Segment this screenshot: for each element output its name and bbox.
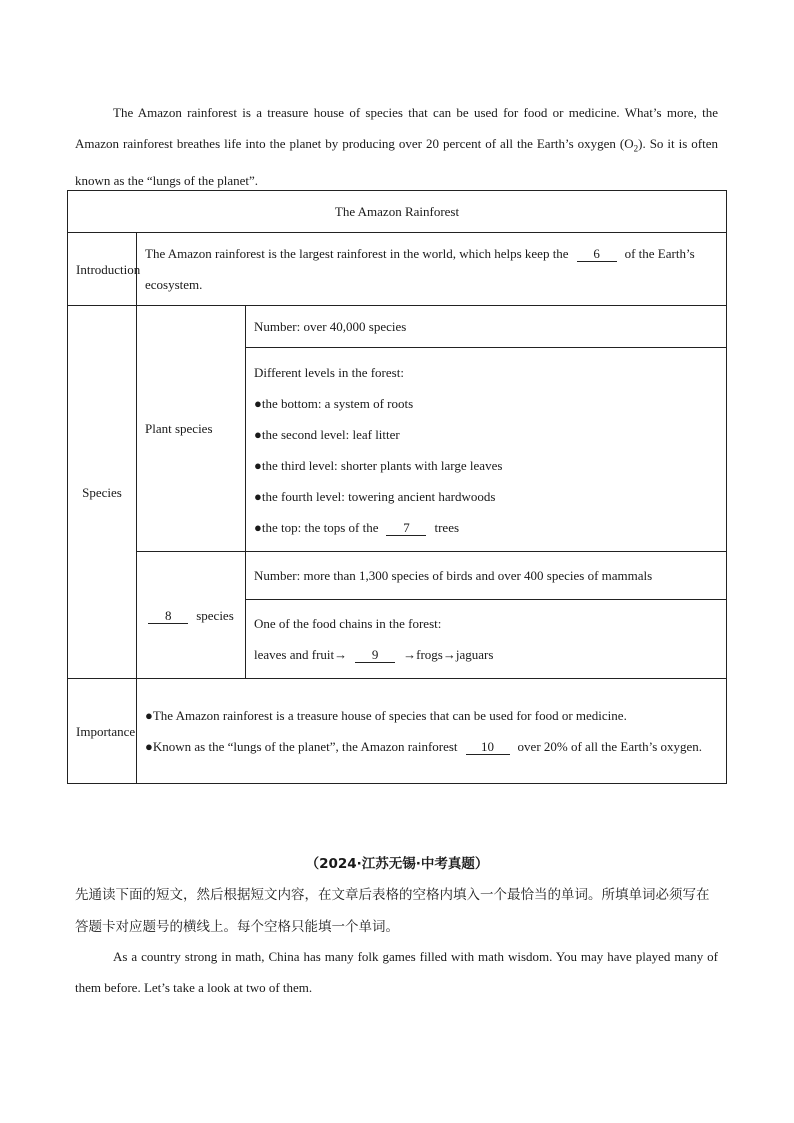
blank-8: 8 [148,609,188,624]
levels-heading: Different levels in the forest: [254,364,404,380]
chain-text-b: →frogs→jaguars [403,647,494,662]
introduction-cell [137,233,727,306]
instructions-paragraph: 先通读下面的短文，然后根据短文内容，在文章后表格的空格内填入一个最恰当的单词。所填单词必须写在答题卡对应题号的横线上。每个空格只能填一个单词。 [75,887,710,935]
importance-line-1: ●The Amazon rainforest is a treasure house of species that can be used for food or medicine. [145,708,627,723]
intro-text-a: The Amazon rainforest is a treasure house of species that can be used for food or medicine. What’s more, the Amazon rainforest breathes life into the planet by producing over 20 percent of all the Earth’s oxygen (O [75,105,718,151]
blank-9: 9 [355,648,395,663]
table-title: The Amazon Rainforest [68,191,727,233]
amazon-table [67,190,727,784]
level-item: ●the bottom: a system of roots [254,395,414,411]
chain-heading: One of the food chains in the forest: [254,616,442,631]
oxygen-subscript: 2 [633,143,639,154]
animal-species-label-cell [137,552,246,679]
plant-number: Number: over 40,000 species [246,306,727,348]
introduction-label: Introduction [68,233,137,306]
level-item-top [254,512,718,543]
importance-label: Importance [68,679,137,784]
level-item: ●the third level: shorter plants with large leaves [254,457,503,473]
blank-6: 6 [577,247,617,262]
importance-cell [137,679,727,784]
blank-10: 10 [466,740,510,755]
top-text-b: trees [434,519,460,535]
importance-text-a: ●Known as the “lungs of the planet”, the Amazon rainforest [145,739,458,754]
importance-text-b: over 20% of all the Earth’s oxygen. [517,739,703,754]
plant-species-label: Plant species [137,306,246,552]
species-label: Species [68,306,137,679]
importance-line-2 [145,731,718,762]
section-heading: （2024·江苏无锡·中考真题） [305,856,489,872]
blank-7: 7 [386,521,426,536]
level-item: ●the second level: leaf litter [254,426,400,442]
passage-paragraph: As a country strong in math, China has many folk games filled with math wisdom. You may have played many of them before. Let’s take a look at two of them. [75,949,718,995]
food-chain-cell [246,600,727,679]
intro-text-b: ). So it is often known as the “lungs of the planet”. [75,136,718,188]
introduction-text-b: of the Earth’s ecosystem. [145,246,695,292]
level-item: ●the fourth level: towering ancient hardwoods [254,488,496,504]
plant-levels-cell [246,348,727,552]
animal-number: Number: more than 1,300 species of birds and over 400 species of mammals [246,552,727,600]
intro-paragraph [75,97,718,196]
introduction-text-a: The Amazon rainforest is the largest rainforest in the world, which helps keep the [145,246,569,261]
food-chain [254,639,718,670]
animal-species-label: species [196,607,234,623]
chain-text-a: leaves and fruit→ [254,647,348,662]
top-text-a: ●the top: the tops of the [254,519,379,535]
